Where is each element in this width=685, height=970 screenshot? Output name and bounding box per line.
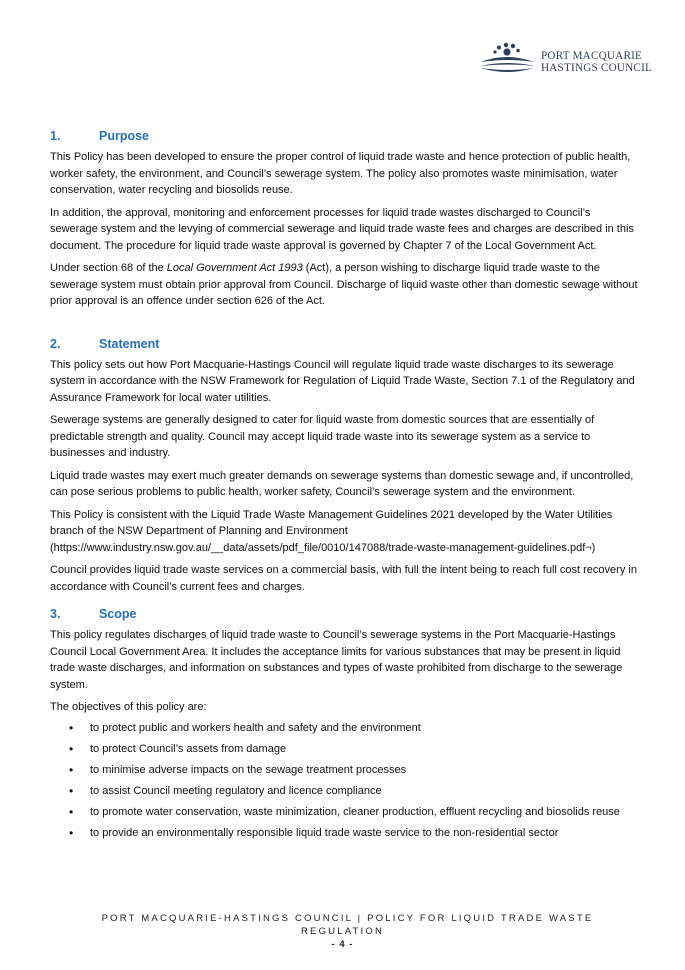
section-purpose xyxy=(50,128,638,310)
footer-line2: REGULATION xyxy=(300,926,385,937)
section-heading-statement xyxy=(50,336,638,352)
paragraph: In addition, the approval, monitoring and enforcement processes for liquid trade wastes discharged to Council’s sewerage system and the levying of commercial sewerage and liquid trade waste fees and charges are described in this document. The procedure for liquid trade waste approval is governed by Chapter 7 of the Local Government Act. xyxy=(50,206,634,252)
section-number: 2. xyxy=(50,336,61,351)
paragraph xyxy=(50,507,638,557)
section-scope xyxy=(50,606,638,839)
council-logo xyxy=(478,40,653,76)
section-number: 1. xyxy=(50,129,61,143)
text-run: Under section 68 of the xyxy=(50,262,167,274)
section-title: Scope xyxy=(99,607,137,621)
org-name-line2: HASTINGS COUNCIL xyxy=(541,62,653,74)
paragraph: This policy regulates discharges of liquid trade waste to Council’s sewerage systems in the Port Macquarie-Hastings Council Local Government Area. It includes the acceptance limits for various substances that may be present in liquid trade waste discharges, and information on substances and types of waste prohibited from discharge to the sewerage system. xyxy=(50,629,623,691)
paragraph: Council provides liquid trade waste services on a commercial basis, with full the intent being to reach full cost recovery in accordance with Council’s current fees and charges. xyxy=(50,564,637,593)
document-body xyxy=(50,128,638,848)
text-run: This Policy is consistent with the Liquid Trade Waste Management Guidelines 2021 developed by the Water Utilities branch of the NSW Department of Planning and Environment xyxy=(50,508,613,537)
list-item: • to protect public and workers health and safety and the environment xyxy=(50,722,638,735)
list-item: • to assist Council meeting regulatory and licence compliance xyxy=(50,785,638,798)
list-item: • to provide an environmentally responsible liquid trade waste service to the non-residential sector xyxy=(50,827,638,840)
page-number: - 4 - xyxy=(331,939,354,950)
objectives-list xyxy=(50,722,638,840)
footer-line1: PORT MACQUARIE-HASTINGS COUNCIL | POLICY FOR LIQUID TRADE WASTE xyxy=(101,913,594,924)
paragraph xyxy=(50,260,638,310)
section-heading-scope xyxy=(50,606,638,622)
paragraph: The objectives of this policy are: xyxy=(50,701,207,713)
paragraph: Liquid trade wastes may exert much greater demands on sewerage systems than domestic sewage and, if uncontrolled, can pose serious problems to public health, worker safety, Council’s sewerage system and the environment. xyxy=(50,469,634,498)
section-number: 3. xyxy=(50,607,61,621)
guidelines-url: (https://www.industry.nsw.gov.au/__data/assets/pdf_file/0010/147088/trade-waste-management-guidelines.pdf¬) xyxy=(50,541,596,554)
council-logo-icon xyxy=(478,40,538,76)
section-title: Purpose xyxy=(99,129,150,143)
list-item: • to protect Council’s assets from damage xyxy=(50,743,638,756)
paragraph: Sewerage systems are generally designed to cater for liquid waste from domestic sources that are essentially of predictable strength and quality. Council may accept liquid trade waste into its sewerage system as a service to businesses and industry. xyxy=(50,414,595,459)
page-footer xyxy=(0,912,685,951)
act-title-italic: Local Government Act 1993 xyxy=(166,262,303,274)
list-item: • to minimise adverse impacts on the sewage treatment processes xyxy=(50,764,638,777)
list-item: • to promote water conservation, waste minimization, cleaner production, effluent recycling and biosolids reuse xyxy=(50,806,638,819)
section-heading-purpose xyxy=(50,128,638,144)
text-run: (Act), a person wishing to discharge liquid trade waste to the sewerage system must obtain prior approval from Council. Discharge of liquid waste other than domestic sewage without prior approval is an offence under section 626 of the Act. xyxy=(50,262,638,307)
paragraph: This Policy has been developed to ensure the proper control of liquid trade waste and hence protection of public health, worker safety, the environment, and Council’s sewerage system. The policy also promotes waste minimisation, water conservation, water recycling and biosolids reuse. xyxy=(50,151,631,196)
paragraph: This policy sets out how Port Macquarie-Hastings Council will regulate liquid trade waste discharges to its sewerage system in accordance with the NSW Framework for Regulation of Liquid Trade Waste, Section 7.1 of the Regulatory and Assurance Framework for local water utilities. xyxy=(50,358,635,404)
org-name-line1: PORT MACQUARIE xyxy=(541,50,643,62)
section-title: Statement xyxy=(99,336,160,351)
section-statement xyxy=(50,336,638,596)
